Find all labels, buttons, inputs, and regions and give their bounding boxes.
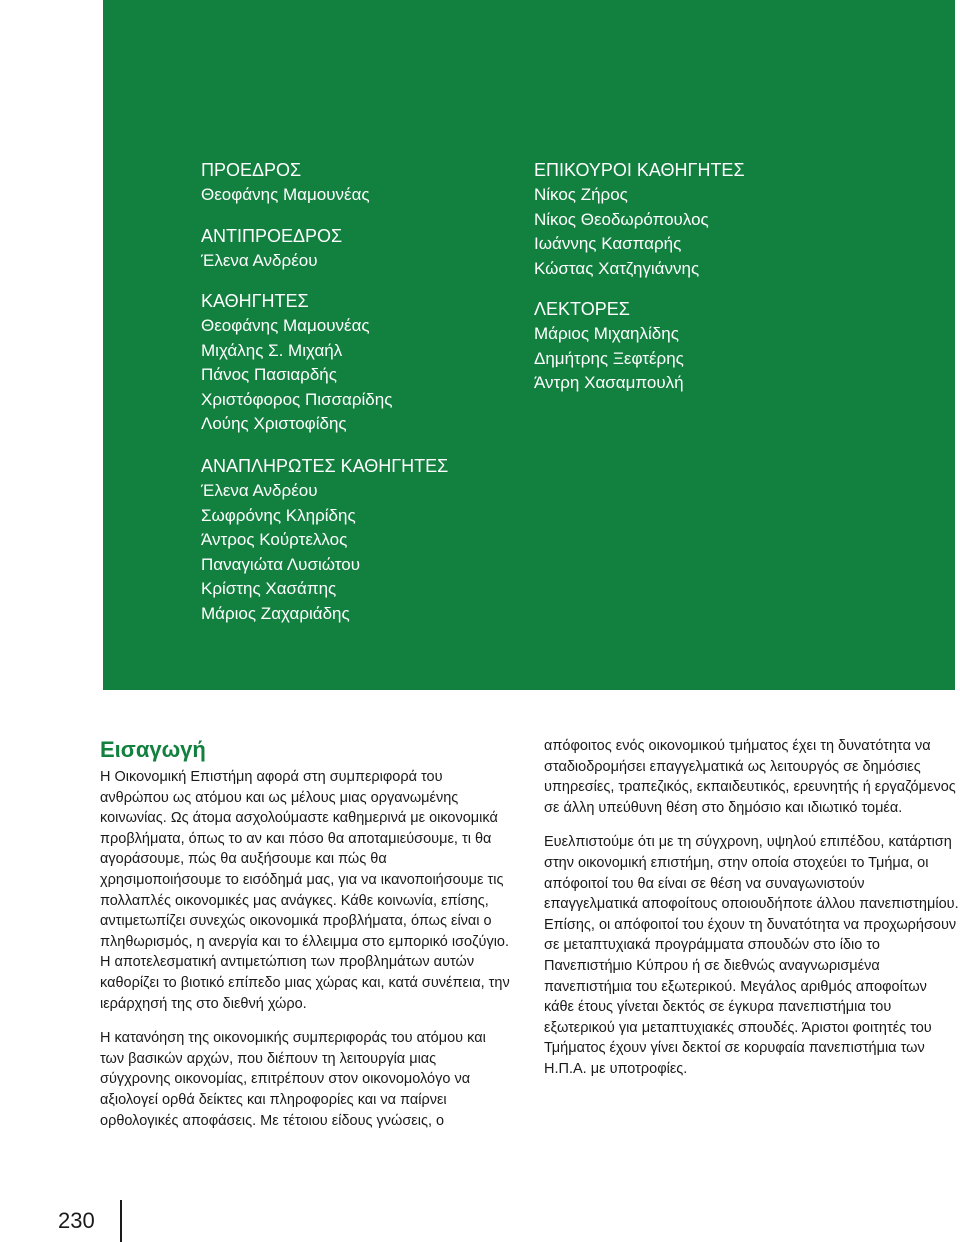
staff-member: Θεοφάνης Μαμουνέας xyxy=(201,316,370,335)
staff-column-2 xyxy=(534,158,864,412)
page-number-divider xyxy=(120,1200,122,1242)
staff-member: Νίκος Ζήρος xyxy=(534,185,628,204)
paragraph: Η Οικονομική Επιστήμη αφορά στη συμπεριφορά του ανθρώπου ως ατόμου και ως μέλους μιας οργανωμένης κοινωνίας. Ως άτομα ασχολούμαστε καθημερινά με οικονομικά προβλήματα, όπως το αν και πόσο θα αποταμιεύσουμε, τι θα αγοράσουμε, πώς θα αυξήσουμε και πώς θα χρησιμοποιήσουμε το εισόδημά μας, για να ικανοποιήσουμε τις πολλαπλές οικονομικές μας ανάγκες. Κάθε κοινωνία, επίσης, αντιμετωπίζει συνεχώς οικονομικά προβλήματα, όπως είναι ο πληθωρισμός, η ανεργία και το έλλειμμα στο εμπορικό ισοζύγιο. Η αποτελεσματική αντιμετώπιση των προβλημάτων αυτών καθορίζει το βιοτικό επίπεδο μιας χώρας και, κατά συνέπεια, την ιεράρχησή της στο διεθνή χώρο. xyxy=(100,769,510,1012)
group-title: ΕΠΙΚΟΥΡΟΙ ΚΑΘΗΓΗΤΕΣ xyxy=(534,160,745,180)
staff-member: Έλενα Ανδρέου xyxy=(201,481,318,500)
group-title: ΠΡΟΕΔΡΟΣ xyxy=(201,160,302,180)
staff-member: Μιχάλης Σ. Μιχαήλ xyxy=(201,340,343,360)
staff-column-3 xyxy=(201,454,511,642)
staff-member: Παναγιώτα Λυσιώτου xyxy=(201,554,361,574)
staff-member: Νίκος Θεοδωρόπουλος xyxy=(534,209,709,229)
intro-text-right xyxy=(544,736,959,1080)
staff-member: Θεοφάνης Μαμουνέας xyxy=(201,185,370,204)
staff-group-vice-president xyxy=(201,224,511,274)
intro-heading: Εισαγωγή xyxy=(100,737,206,762)
staff-member: Κώστας Χατζηγιάννης xyxy=(534,258,700,278)
staff-member: Δημήτρης Ξεφτέρης xyxy=(534,348,684,368)
staff-member: Ιωάννης Κασπαρής xyxy=(534,234,682,253)
staff-group-lecturers xyxy=(534,297,864,396)
group-title: ΛΕΚΤΟΡΕΣ xyxy=(534,299,630,319)
staff-group-president xyxy=(201,158,511,208)
department-title: Οικονομικών xyxy=(142,35,403,88)
paragraph: απόφοιτος ενός οικονομικού τμήματος έχει τη δυνατότητα να σταδιοδρομήσει επαγγελματικά ως λειτουργός σε δημόσιες υπηρεσίες, τραπεζικός, εκπαιδευτικός, ερευνητής ή εργαζόμενος σε άλλη υπεύθυνη θέση στο δημόσιο και ιδιωτικό τομέα. xyxy=(544,738,956,816)
paragraph: Ευελπιστούμε ότι με τη σύγχρονη, υψηλού επιπέδου, κατάρτιση στην οικονομική επιστήμη, στην οποία στοχεύει το Τμήμα, οι απόφοιτοί του θα είναι σε θέση να συναγωνιστούν επαγγελματικά αποφοίτους οποιουδήποτε άλλου πανεπιστημίου. Επίσης, οι απόφοιτοί του έχουν τη δυνατότητα να προχωρήσουν σε μεταπτυχιακά προγράμματα σπουδών στο ίδιο το Πανεπιστήμιο Κύπρου ή σε διεθνώς αναγνωρισμένα πανεπιστήμια του εξωτερικού. Μεγάλος αριθμός αποφοίτων κάθε έτους γίνεται δεκτός σε έγκυρα πανεπιστήμια του εξωτερικού για μεταπτυχιακές σπουδές. Άριστοι φοιτητές του Τμήματος έχουν γίνει δεκτοί σε κορυφαία πανεπιστήμια των Η.Π.Α. με υποτροφίες. xyxy=(544,834,959,1077)
group-title: ΑΝΑΠΛΗΡΩΤΕΣ ΚΑΘΗΓΗΤΕΣ xyxy=(201,456,449,476)
staff-member: Μάριος Ζαχαριάδης xyxy=(201,603,350,623)
staff-member: Κρίστης Χασάπης xyxy=(201,579,337,598)
staff-member: Σωφρόνης Κληρίδης xyxy=(201,505,356,525)
staff-column-1 xyxy=(201,158,511,453)
staff-member: Άντρη Χασαμπουλή xyxy=(534,373,684,392)
staff-member: Πάνος Πασιαρδής xyxy=(201,365,337,384)
staff-member: Έλενα Ανδρέου xyxy=(201,250,318,270)
staff-group-associate-professors xyxy=(201,454,511,626)
staff-member: Χριστόφορος Πισσαρίδης xyxy=(201,389,393,409)
staff-group-assistant-professors xyxy=(534,158,864,281)
page-number: 230 xyxy=(58,1208,95,1233)
group-title: ΚΑΘΗΓΗΤΕΣ xyxy=(201,291,309,311)
intro-text-left xyxy=(100,767,510,1131)
group-title: ΑΝΤΙΠΡΟΕΔΡΟΣ xyxy=(201,225,343,246)
staff-member: Λούης Χριστοφίδης xyxy=(201,414,347,433)
staff-member: Μάριος Μιχαηλίδης xyxy=(534,324,679,343)
header-tab xyxy=(0,0,103,690)
staff-group-professors xyxy=(201,289,511,437)
paragraph: Η κατανόηση της οικονομικής συμπεριφοράς του ατόμου και των βασικών αρχών, που διέπουν τη λειτουργία μιας σύγχρονης οικονομίας, επιτρέπουν στον οικονομολόγο να αξιολογεί ορθά δείκτες και πληροφορίες και να παίρνει ορθολογικές αποφάσεις. Με τέτοιου είδους γνώσεις, ο xyxy=(100,1030,486,1129)
staff-member: Άντρος Κούρτελλος xyxy=(201,530,348,549)
